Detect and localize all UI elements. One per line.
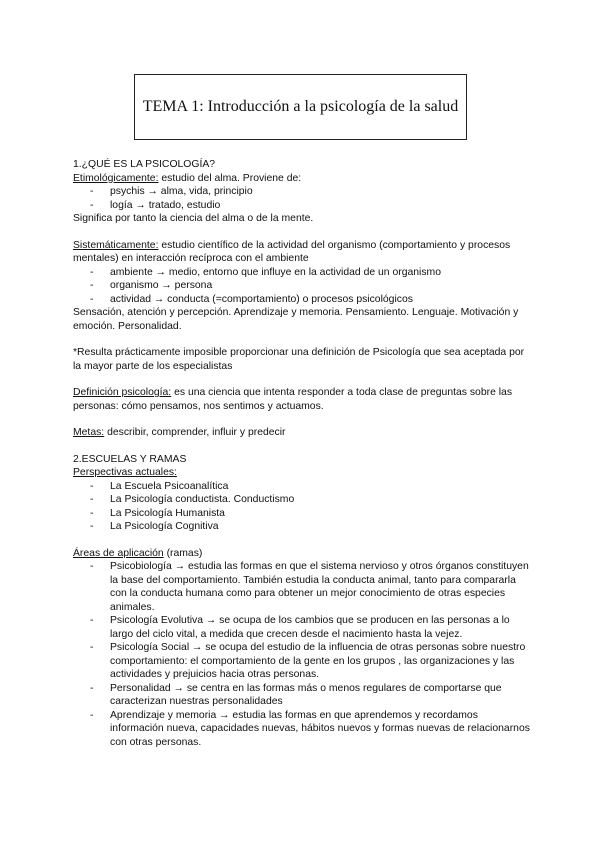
- document-body: [73, 158, 533, 749]
- list-item: - Psicobiología → estudia las formas en que el sistema nervioso y otros órganos constituyen la base del comportamiento. También estudia la conducta animal, tanto para compararla con la conducta humana como para obtener un mejor conocimiento de otras especies animales.: [73, 560, 533, 614]
- areas-text: (ramas): [163, 547, 203, 559]
- list-item: - La Psicología Cognitiva: [73, 520, 533, 534]
- list-item: - logía → tratado, estudio: [73, 199, 533, 213]
- perspectivas-list: [73, 480, 533, 534]
- etimologia-paragraph: [73, 172, 533, 186]
- metas-text: describir, comprender, influir y predecir: [104, 427, 286, 438]
- list-item: - psychis → alma, vida, principio: [73, 185, 533, 199]
- sistematica-paragraph: [73, 239, 533, 266]
- list-item: - Personalidad → se centra en las formas más o menos regulares de comportarse que caracterizan nuestras personalidades: [73, 682, 533, 709]
- sistematica-summary: Sensación, atención y percepción. Aprendizaje y memoria. Pensamiento. Lenguaje. Motivación y emoción. Personalidad.: [73, 307, 519, 332]
- sistematica-label: Sistemáticamente:: [73, 239, 159, 251]
- metas-paragraph: [73, 426, 533, 440]
- etimologia-summary: Significa por tanto la ciencia del alma o de la mente.: [73, 213, 314, 224]
- list-item: - ambiente → medio, entorno que influye en la actividad de un organismo: [73, 266, 533, 280]
- list-item: - La Psicología conductista. Conductismo: [73, 493, 533, 507]
- list-item: - organismo → persona: [73, 279, 533, 293]
- areas-label: Áreas de aplicación: [73, 547, 164, 559]
- section-1-heading: 1.¿QUÉ ES LA PSICOLOGÍA?: [73, 159, 216, 170]
- etimologia-label: Etimológicamente:: [73, 172, 159, 184]
- perspectivas-label: Perspectivas actuales:: [73, 467, 177, 478]
- list-item: - La Psicología Humanista: [73, 507, 533, 521]
- sistematica-text: estudio científico de la actividad del organismo (comportamiento y procesos mentales) en interacción recíproca con el ambiente: [73, 239, 511, 264]
- areas-list: [73, 560, 533, 749]
- list-item: - La Escuela Psicoanalítica: [73, 480, 533, 494]
- sistematica-list: [73, 266, 533, 307]
- definicion-text: es una ciencia que intenta responder a toda clase de preguntas sobre las personas: cómo pensamos, nos sentimos y actuamos.: [73, 387, 513, 412]
- section-2-heading: 2.ESCUELAS Y RAMAS: [73, 453, 187, 465]
- list-item: - Psicología Evolutiva → se ocupa de los cambios que se producen en las personas a lo largo del ciclo vital, a medida que crecen desde el nacimiento hasta la vejez.: [73, 614, 533, 641]
- title-box: [134, 74, 467, 140]
- metas-label: Metas:: [73, 427, 105, 438]
- note-paragraph: *Resulta prácticamente imposible proporcionar una definición de Psicología que sea aceptada por la mayor parte de los especialistas: [73, 347, 525, 372]
- list-item: - actividad → conducta (=comportamiento) o procesos psicológicos: [73, 293, 533, 307]
- list-item: - Aprendizaje y memoria → estudia las formas en que aprendemos y recordamos información nueva, capacidades nuevas, hábitos nuevos y formas nuevas de relacionarnos con otras personas.: [73, 709, 533, 750]
- definicion-paragraph: [73, 386, 533, 413]
- document-title: TEMA 1: Introducción a la psicología de la salud: [142, 98, 459, 115]
- etimologia-text: estudio del alma. Proviene de:: [158, 172, 302, 184]
- list-item: - Psicología Social → se ocupa del estudio de la influencia de otras personas sobre nuestro comportamiento: el comportamiento de la gente en los grupos , las organizaciones y las actividades y prejuicios hacia otras personas.: [73, 641, 533, 682]
- areas-paragraph: [73, 547, 533, 561]
- etimologia-list: [73, 185, 533, 212]
- definicion-label: Definición psicología:: [73, 387, 172, 398]
